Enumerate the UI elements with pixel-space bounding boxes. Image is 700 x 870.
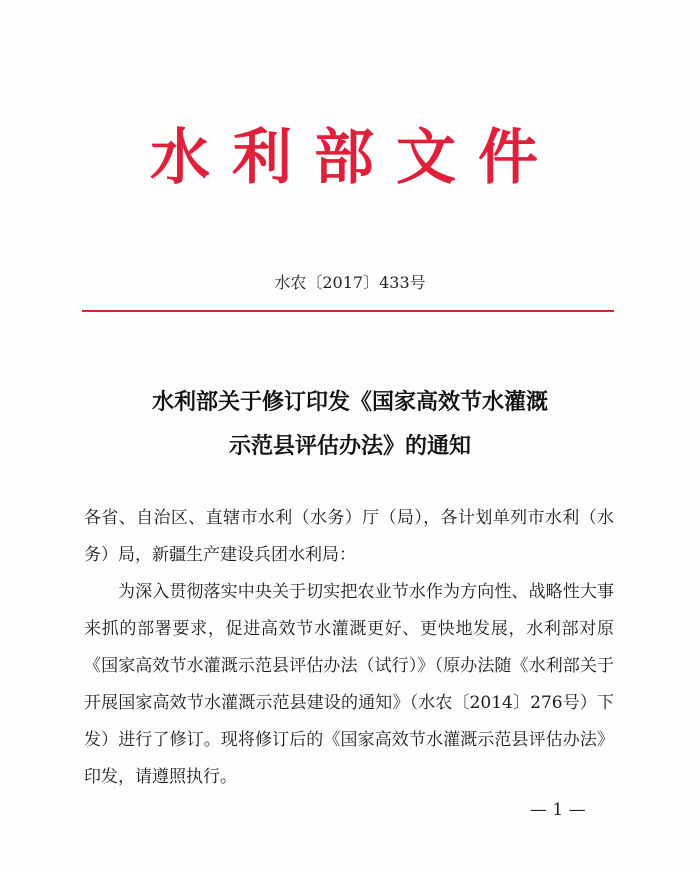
document-number: 水农〔2017〕433号 [274, 273, 426, 292]
document-header-title: 水利部文件 [150, 123, 560, 193]
red-header-rule [82, 310, 614, 312]
addressee-line: 各省、自治区、直辖市水利（水务）厅（局），各计划单列市水利（水务）局，新疆生产建设兵团水利局： [84, 508, 614, 565]
notice-title [0, 380, 700, 468]
notice-body [84, 500, 614, 796]
notice-title-line-1: 水利部关于修订印发《国家高效节水灌溉 [151, 389, 548, 415]
notice-title-line-2: 示范县评估办法》的通知 [228, 433, 471, 459]
body-paragraph-1: 为深入贯彻落实中央关于切实把农业节水作为方向性、战略性大事来抓的部署要求，促进高效节水灌溉更好、更快地发展，水利部对原《国家高效节水灌溉示范县评估办法（试行）》（原办法随《水利部关于开展国家高效节水灌溉示范县建设的通知》（水农〔2014〕276号）下发）进行了修订。现将修订后的《国家高效节水灌溉示范县评估办法》印发，请遵照执行。 [84, 582, 614, 787]
page-number: — 1 — [530, 800, 586, 820]
